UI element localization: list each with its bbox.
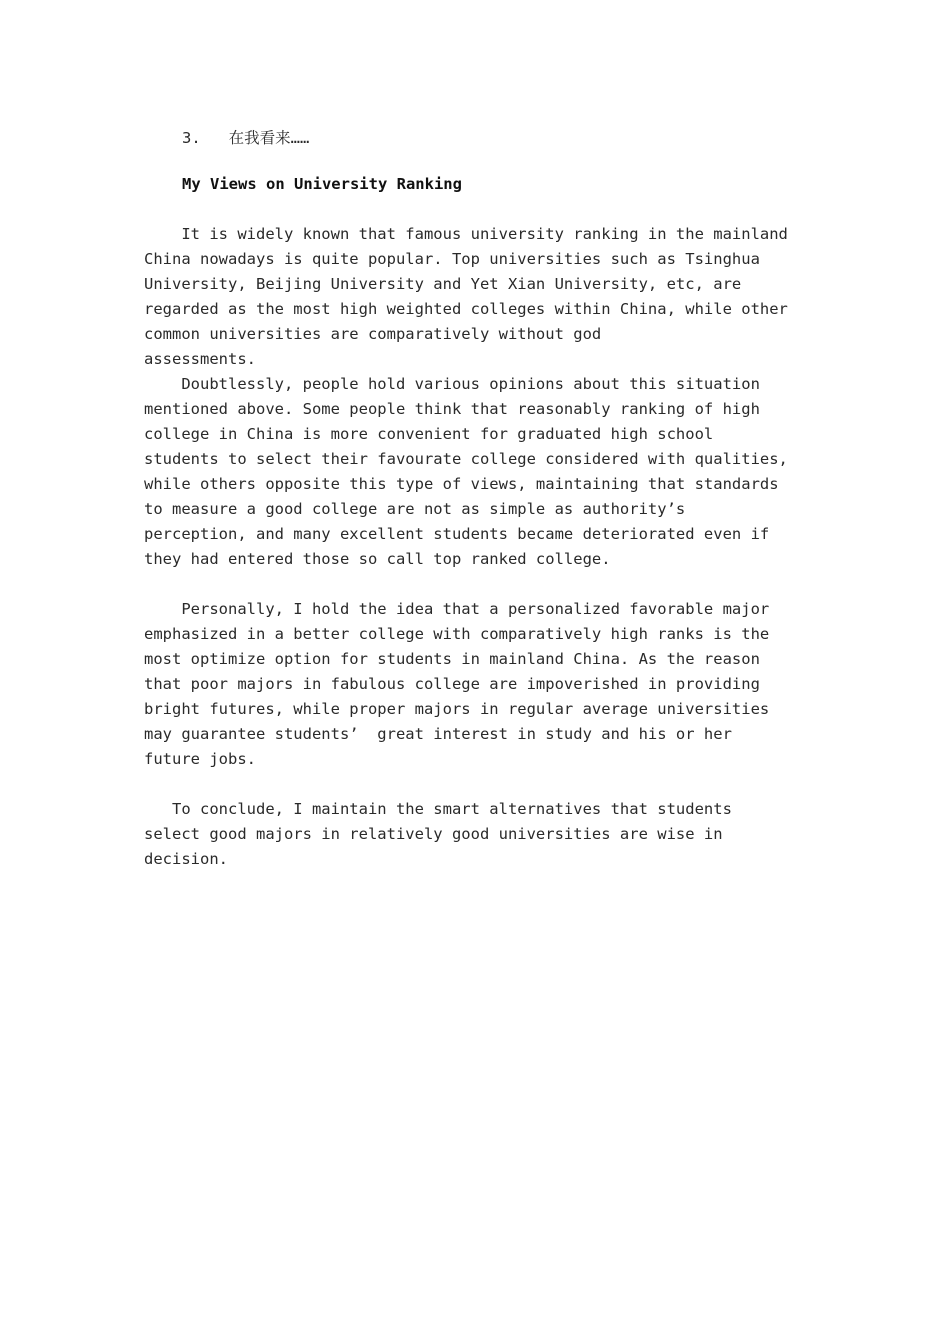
paragraph-line: select good majors in relatively good universities are wise in [144,825,723,843]
paragraph-line: China nowadays is quite popular. Top universities such as Tsinghua [144,250,760,268]
paragraph-4 [144,797,824,872]
paragraph-line: decision. [144,850,228,868]
paragraph-line: to measure a good college are not as simple as authority’s [144,500,686,518]
paragraph-line: most optimize option for students in mainland China. As the reason [144,650,760,668]
paragraph-1 [144,222,824,372]
paragraph-line: To conclude, I maintain the smart alternatives that students [144,800,732,818]
paragraph-line: It is widely known that famous university ranking in the mainland [144,225,788,243]
paragraph-line: while others opposite this type of views, maintaining that standards [144,475,779,493]
paragraph-line: Doubtlessly, people hold various opinions about this situation [144,375,760,393]
paragraph-line: that poor majors in fabulous college are impoverished in providing [144,675,760,693]
paragraph-3 [144,597,824,772]
paragraph-line: University, Beijing University and Yet Xian University, etc, are [144,275,742,293]
essay-title: My Views on University Ranking [182,175,462,193]
paragraph-line: they had entered those so call top ranked college. [144,550,611,568]
paragraph-line: future jobs. [144,750,256,768]
paragraph-line: emphasized in a better college with comparatively high ranks is the [144,625,770,643]
document-body [144,126,824,872]
paragraph-2 [144,372,824,572]
section-number: 3. [182,129,201,147]
section-heading-text: 在我看来…… [228,129,310,147]
paragraph-line: perception, and many excellent students became deteriorated even if [144,525,770,543]
paragraph-line: college in China is more convenient for graduated high school [144,425,714,443]
paragraph-line: assessments. [144,350,256,368]
paragraph-line: may guarantee students’ great interest in study and his or her [144,725,732,743]
section-heading [144,126,824,151]
paragraph-line: regarded as the most high weighted colleges within China, while other [144,300,788,318]
paragraph-line: bright futures, while proper majors in regular average universities [144,700,770,718]
paragraph-line: Personally, I hold the idea that a personalized favorable major [144,600,770,618]
paragraph-line: common universities are comparatively without god [144,325,602,343]
paragraph-line: mentioned above. Some people think that reasonably ranking of high [144,400,760,418]
paragraph-line: students to select their favourate college considered with qualities, [144,450,788,468]
